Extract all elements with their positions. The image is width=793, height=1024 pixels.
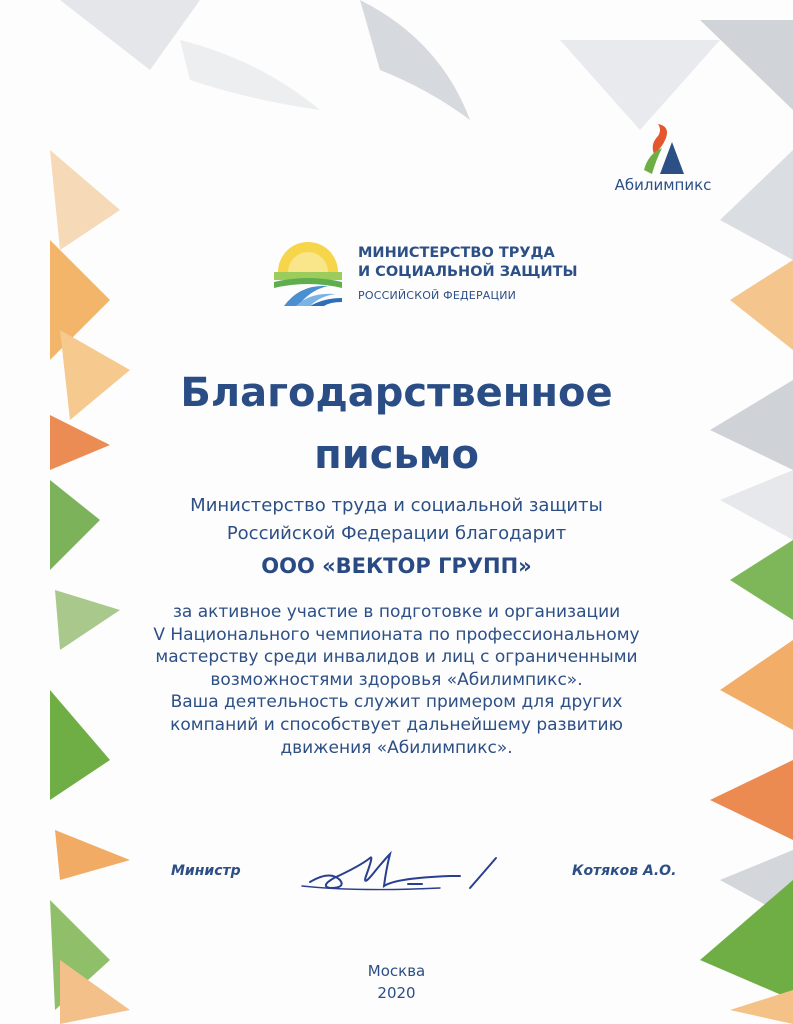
title-line2: письмо	[314, 432, 479, 478]
document-title	[0, 362, 793, 486]
body-line: Ваша деятельность служит примером для других	[170, 692, 623, 713]
city: Москва	[367, 962, 426, 980]
grant-line1: Министерство труда и социальной защиты	[190, 495, 603, 516]
company-name: ООО «ВЕКТОР ГРУПП»	[261, 554, 532, 578]
abilimpix-logo-icon	[640, 122, 688, 176]
body-line: мастерству среди инвалидов и лиц с ограниченными	[155, 647, 638, 668]
body-line: компаний и способствует дальнейшему развитию	[170, 714, 623, 735]
signatory-name: Котяков А.О.	[572, 863, 677, 879]
grant-line2: Российской Федерации благодарит	[226, 523, 567, 544]
ministry-name-line2: И СОЦИАЛЬНОЙ ЗАЩИТЫ	[358, 264, 578, 280]
ministry-sun-logo-icon	[270, 236, 346, 306]
body-text	[0, 601, 793, 759]
handwritten-signature	[300, 848, 510, 900]
body-line: движения «Абилимпикс».	[280, 737, 513, 758]
ministry-name	[358, 244, 578, 282]
body-line: возможностями здоровья «Абилимпикс».	[210, 669, 583, 690]
place-and-year	[0, 960, 793, 1004]
body-line: за активное участие в подготовке и организации	[172, 602, 621, 622]
year: 2020	[377, 984, 416, 1002]
signatory-role: Министр	[171, 863, 241, 879]
ministry-subtitle: РОССИЙСКОЙ ФЕДЕРАЦИИ	[358, 289, 517, 302]
abilimpix-logo-label: Абилимпикс	[614, 176, 712, 194]
ministry-name-line1: МИНИСТЕРСТВО ТРУДА	[358, 245, 555, 261]
body-line: V Национального чемпионата по профессиональному	[153, 624, 640, 645]
title-line1: Благодарственное	[180, 370, 613, 416]
grant-text	[0, 492, 793, 548]
